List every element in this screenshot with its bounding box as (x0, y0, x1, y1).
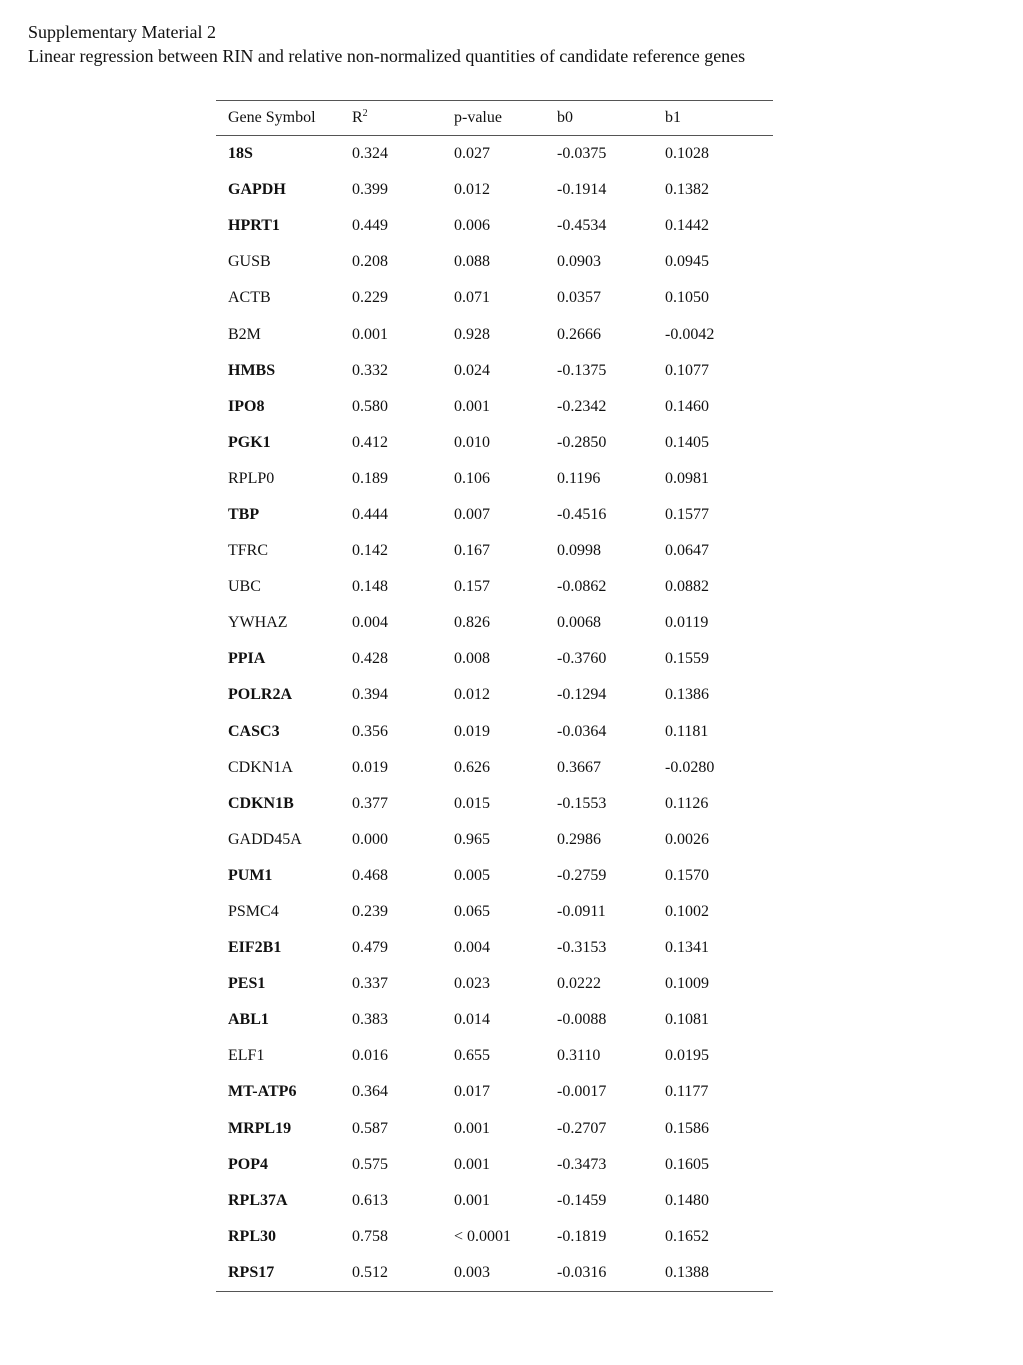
cell-gene-symbol: CDKN1B (228, 794, 294, 812)
table-row (216, 208, 773, 244)
header-b1: b1 (665, 109, 681, 126)
cell-p-value: 0.014 (454, 1011, 490, 1029)
cell-r-squared: 0.377 (352, 794, 388, 812)
header-p-value: p-value (454, 109, 502, 126)
cell-b0: -0.2342 (557, 397, 607, 415)
cell-r-squared: 0.468 (352, 866, 388, 884)
cell-r-squared: 0.229 (352, 289, 388, 307)
cell-b1: 0.1181 (665, 722, 709, 740)
cell-r-squared: 0.000 (352, 830, 388, 848)
cell-b0: 0.3110 (557, 1047, 601, 1065)
cell-gene-symbol: ELF1 (228, 1047, 265, 1065)
cell-p-value: 0.157 (454, 578, 490, 596)
cell-p-value: 0.015 (454, 794, 490, 812)
cell-gene-symbol: PES1 (228, 975, 266, 993)
cell-b1: 0.1050 (665, 289, 709, 307)
cell-p-value: 0.928 (454, 325, 490, 343)
table-row (216, 930, 773, 966)
cell-b1: 0.0195 (665, 1047, 709, 1065)
cell-p-value: 0.010 (454, 433, 490, 451)
table-row (216, 605, 773, 641)
cell-r-squared: 0.428 (352, 650, 388, 668)
cell-b1: 0.0945 (665, 253, 709, 271)
cell-b1: 0.1009 (665, 975, 709, 993)
cell-gene-symbol: 18S (228, 145, 253, 163)
cell-p-value: 0.027 (454, 145, 490, 163)
cell-p-value: 0.655 (454, 1047, 490, 1065)
cell-p-value: 0.004 (454, 939, 490, 957)
table-row (216, 244, 773, 280)
cell-b0: 0.2986 (557, 830, 601, 848)
cell-p-value: 0.001 (454, 1155, 490, 1173)
table-row (216, 461, 773, 497)
cell-b0: 0.2666 (557, 325, 601, 343)
cell-r-squared: 0.004 (352, 614, 388, 632)
document-subtitle: Linear regression between RIN and relative non-normalized quantities of candidate reference genes (28, 46, 746, 66)
cell-p-value: 0.088 (454, 253, 490, 271)
cell-gene-symbol: CASC3 (228, 722, 280, 740)
cell-gene-symbol: MT-ATP6 (228, 1083, 297, 1101)
cell-b1: 0.1405 (665, 433, 709, 451)
cell-b0: -0.0375 (557, 145, 607, 163)
cell-gene-symbol: RPLP0 (228, 469, 275, 487)
cell-p-value: 0.001 (454, 1119, 490, 1137)
cell-gene-symbol: YWHAZ (228, 614, 288, 632)
cell-gene-symbol: MRPL19 (228, 1119, 292, 1137)
cell-r-squared: 0.356 (352, 722, 388, 740)
cell-b1: 0.1605 (665, 1155, 709, 1173)
cell-b1: 0.1386 (665, 686, 709, 704)
cell-r-squared: 0.394 (352, 686, 388, 704)
cell-gene-symbol: UBC (228, 578, 261, 596)
cell-b1: 0.1652 (665, 1227, 709, 1245)
cell-r-squared: 0.449 (352, 217, 388, 235)
table-row (216, 497, 773, 533)
cell-b0: -0.2759 (557, 866, 607, 884)
cell-b0: -0.1914 (557, 181, 607, 199)
cell-b0: -0.4534 (557, 217, 607, 235)
cell-gene-symbol: TBP (228, 505, 260, 523)
cell-r-squared: 0.239 (352, 903, 388, 921)
cell-b0: -0.1294 (557, 686, 607, 704)
cell-gene-symbol: ABL1 (228, 1011, 269, 1029)
cell-b1: 0.1028 (665, 145, 709, 163)
cell-gene-symbol: HPRT1 (228, 217, 280, 235)
table-row (216, 750, 773, 786)
cell-p-value: 0.023 (454, 975, 490, 993)
cell-b1: -0.0042 (665, 325, 715, 343)
cell-gene-symbol: POLR2A (228, 686, 292, 704)
cell-gene-symbol: IPO8 (228, 397, 265, 415)
cell-b0: -0.3760 (557, 650, 607, 668)
table-row (216, 172, 773, 208)
cell-r-squared: 0.337 (352, 975, 388, 993)
cell-b0: 0.0222 (557, 975, 601, 993)
cell-gene-symbol: GAPDH (228, 181, 286, 199)
cell-r-squared: 0.189 (352, 469, 388, 487)
table-row (216, 822, 773, 858)
table-row (216, 353, 773, 389)
table-row (216, 1038, 773, 1074)
table-row (216, 786, 773, 822)
header-b0: b0 (557, 109, 573, 126)
cell-gene-symbol: GUSB (228, 253, 271, 271)
document-title: Supplementary Material 2 (28, 22, 216, 42)
cell-gene-symbol: GADD45A (228, 830, 302, 848)
cell-p-value: 0.005 (454, 866, 490, 884)
cell-gene-symbol: HMBS (228, 361, 276, 379)
cell-b1: -0.0280 (665, 758, 715, 776)
cell-r-squared: 0.613 (352, 1191, 388, 1209)
cell-r-squared: 0.383 (352, 1011, 388, 1029)
cell-r-squared: 0.208 (352, 253, 388, 271)
cell-p-value: 0.965 (454, 830, 490, 848)
cell-b0: -0.0364 (557, 722, 607, 740)
cell-r-squared: 0.399 (352, 181, 388, 199)
cell-gene-symbol: RPL30 (228, 1227, 276, 1245)
cell-b1: 0.1081 (665, 1011, 709, 1029)
cell-gene-symbol: RPL37A (228, 1191, 288, 1209)
document-heading (28, 20, 745, 68)
cell-b0: 0.0998 (557, 542, 601, 560)
cell-p-value: 0.012 (454, 686, 490, 704)
cell-b1: 0.0882 (665, 578, 709, 596)
cell-b1: 0.0647 (665, 542, 709, 560)
cell-b0: -0.4516 (557, 505, 607, 523)
cell-b1: 0.1570 (665, 866, 709, 884)
table-row (216, 533, 773, 569)
cell-p-value: 0.167 (454, 542, 490, 560)
table-row (216, 1074, 773, 1110)
cell-b0: 0.0357 (557, 289, 601, 307)
cell-r-squared: 0.001 (352, 325, 388, 343)
table-row (216, 858, 773, 894)
cell-b0: -0.0862 (557, 578, 607, 596)
cell-b0: -0.0316 (557, 1263, 607, 1281)
cell-p-value: 0.065 (454, 903, 490, 921)
table-row (216, 1002, 773, 1038)
cell-p-value: 0.017 (454, 1083, 490, 1101)
cell-b1: 0.1077 (665, 361, 709, 379)
cell-b0: 0.0068 (557, 614, 601, 632)
cell-b1: 0.1388 (665, 1263, 709, 1281)
cell-b1: 0.1460 (665, 397, 709, 415)
cell-b0: 0.0903 (557, 253, 601, 271)
table-body (216, 136, 773, 1292)
table-row (216, 316, 773, 352)
cell-p-value: 0.007 (454, 505, 490, 523)
cell-r-squared: 0.148 (352, 578, 388, 596)
header-gene-symbol: Gene Symbol (228, 109, 316, 126)
cell-b0: 0.1196 (557, 469, 601, 487)
cell-p-value: 0.106 (454, 469, 490, 487)
table-row (216, 280, 773, 316)
cell-r-squared: 0.016 (352, 1047, 388, 1065)
cell-gene-symbol: ACTB (228, 289, 271, 307)
cell-b1: 0.0119 (665, 614, 709, 632)
cell-r-squared: 0.587 (352, 1119, 388, 1137)
cell-r-squared: 0.019 (352, 758, 388, 776)
cell-gene-symbol: B2M (228, 325, 261, 343)
table-row (216, 677, 773, 713)
cell-r-squared: 0.580 (352, 397, 388, 415)
cell-p-value: 0.001 (454, 1191, 490, 1209)
cell-gene-symbol: RPS17 (228, 1263, 275, 1281)
cell-gene-symbol: PSMC4 (228, 903, 279, 921)
cell-gene-symbol: TFRC (228, 542, 269, 560)
cell-r-squared: 0.142 (352, 542, 388, 560)
cell-p-value: 0.008 (454, 650, 490, 668)
table-row (216, 1147, 773, 1183)
cell-r-squared: 0.412 (352, 433, 388, 451)
cell-p-value: 0.024 (454, 361, 490, 379)
cell-b1: 0.0026 (665, 830, 709, 848)
cell-p-value: 0.006 (454, 217, 490, 235)
cell-gene-symbol: CDKN1A (228, 758, 293, 776)
cell-b0: -0.1819 (557, 1227, 607, 1245)
cell-b0: -0.0911 (557, 903, 606, 921)
cell-r-squared: 0.364 (352, 1083, 388, 1101)
cell-b0: -0.1553 (557, 794, 607, 812)
cell-b0: -0.0017 (557, 1083, 607, 1101)
cell-b0: -0.3473 (557, 1155, 607, 1173)
cell-p-value: 0.626 (454, 758, 490, 776)
table-row (216, 569, 773, 605)
table-row (216, 894, 773, 930)
cell-b1: 0.1177 (665, 1083, 709, 1101)
table-row (216, 1255, 773, 1292)
cell-p-value: < 0.0001 (454, 1227, 512, 1245)
cell-b1: 0.1126 (665, 794, 709, 812)
cell-p-value: 0.003 (454, 1263, 490, 1281)
cell-b1: 0.1577 (665, 505, 709, 523)
table-row (216, 1183, 773, 1219)
cell-p-value: 0.001 (454, 397, 490, 415)
table-row (216, 136, 773, 173)
header-r-base: R (352, 109, 363, 126)
cell-b0: 0.3667 (557, 758, 601, 776)
header-r-superscript: 2 (362, 108, 368, 119)
cell-r-squared: 0.332 (352, 361, 388, 379)
cell-b0: -0.2707 (557, 1119, 607, 1137)
regression-table (216, 100, 773, 1292)
cell-b1: 0.1586 (665, 1119, 709, 1137)
cell-gene-symbol: EIF2B1 (228, 939, 282, 957)
cell-b1: 0.0981 (665, 469, 709, 487)
cell-p-value: 0.071 (454, 289, 490, 307)
table-row (216, 966, 773, 1002)
table-row (216, 389, 773, 425)
table-header (216, 101, 773, 136)
table-row (216, 641, 773, 677)
cell-p-value: 0.019 (454, 722, 490, 740)
cell-gene-symbol: PGK1 (228, 433, 271, 451)
cell-gene-symbol: POP4 (228, 1155, 268, 1173)
cell-b0: -0.1459 (557, 1191, 607, 1209)
cell-b1: 0.1382 (665, 181, 709, 199)
cell-r-squared: 0.324 (352, 145, 388, 163)
cell-r-squared: 0.444 (352, 505, 388, 523)
table-row (216, 1219, 773, 1255)
cell-r-squared: 0.758 (352, 1227, 388, 1245)
cell-b0: -0.0088 (557, 1011, 607, 1029)
cell-b1: 0.1480 (665, 1191, 709, 1209)
cell-b0: -0.1375 (557, 361, 607, 379)
table-row (216, 714, 773, 750)
table-row (216, 1111, 773, 1147)
cell-b1: 0.1559 (665, 650, 709, 668)
cell-b1: 0.1341 (665, 939, 709, 957)
cell-b0: -0.3153 (557, 939, 607, 957)
cell-b0: -0.2850 (557, 433, 607, 451)
cell-b1: 0.1002 (665, 903, 709, 921)
cell-p-value: 0.826 (454, 614, 490, 632)
cell-r-squared: 0.575 (352, 1155, 388, 1173)
cell-gene-symbol: PUM1 (228, 866, 273, 884)
cell-r-squared: 0.479 (352, 939, 388, 957)
table-row (216, 425, 773, 461)
cell-p-value: 0.012 (454, 181, 490, 199)
cell-b1: 0.1442 (665, 217, 709, 235)
cell-r-squared: 0.512 (352, 1263, 388, 1281)
header-row (216, 101, 773, 136)
header-r-squared (352, 101, 454, 136)
cell-gene-symbol: PPIA (228, 650, 266, 668)
